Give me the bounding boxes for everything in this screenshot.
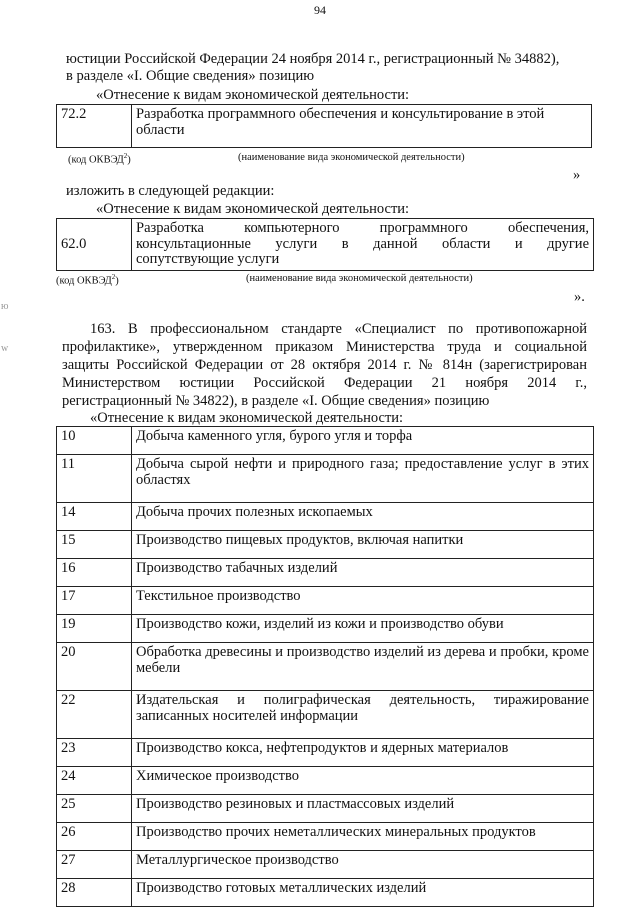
- name-line: Разработка компьютерного программного обеспечения,: [136, 220, 589, 236]
- table-row: [57, 219, 594, 271]
- table-row: [57, 427, 594, 455]
- page-number: 94: [314, 3, 326, 17]
- name-cell: Производство прочих неметаллических минеральных продуктов: [132, 823, 594, 851]
- name-cell: [132, 105, 592, 148]
- name-line: области: [136, 121, 185, 138]
- name-cell: Добыча прочих полезных ископаемых: [132, 503, 594, 531]
- close-quote: ».: [574, 289, 585, 305]
- block2-lead: изложить в следующей редакции:: [66, 183, 275, 199]
- table-row: [57, 823, 594, 851]
- code-cell: 28: [57, 879, 132, 907]
- table-row: [57, 503, 594, 531]
- code-cell: 17: [57, 587, 132, 615]
- code-cell: 24: [57, 767, 132, 795]
- code-cell: 23: [57, 739, 132, 767]
- code-cell: 25: [57, 795, 132, 823]
- code-cell: 16: [57, 559, 132, 587]
- name-line: консультационные услуги в данной области и другие: [136, 235, 589, 252]
- okved-table-163: [56, 426, 594, 907]
- para-line-2: профилактике», утвержденном приказом Министерства труда и социальной: [62, 339, 587, 355]
- para-line-3: защиты Российской Федерации от 28 октября 2014 г. № 814н (зарегистрирован: [62, 357, 587, 373]
- name-cell: Производство табачных изделий: [132, 559, 594, 587]
- name-cell: Производство резиновых и пластмассовых изделий: [132, 795, 594, 823]
- table-row: [57, 615, 594, 643]
- table-row: [57, 739, 594, 767]
- table-row: [57, 455, 594, 503]
- name-line: сопутствующие услуги: [136, 251, 280, 267]
- name-cell: Химическое производство: [132, 767, 594, 795]
- code-cell: 19: [57, 615, 132, 643]
- name-cell: Текстильное производство: [132, 587, 594, 615]
- margin-marks: ю w: [1, 301, 9, 354]
- table-row: [57, 851, 594, 879]
- para-line-5: регистрационный № 34822), в разделе «I. Общие сведения» позицию: [62, 393, 490, 409]
- name-cell: Производство кожи, изделий из кожи и производство обуви: [132, 615, 594, 643]
- block1-heading: «Отнесение к видам экономической деятельности:: [96, 87, 410, 103]
- code-cell: 62.0: [57, 219, 132, 271]
- code-cell: 20: [57, 643, 132, 691]
- close-quote: »: [573, 167, 581, 183]
- name-line: Разработка программного обеспечения и консультирование в этой: [136, 106, 545, 122]
- table-row: [57, 795, 594, 823]
- name-cell: Добыча каменного угля, бурого угля и торфа: [132, 427, 594, 455]
- table-row: [57, 691, 594, 739]
- code-cell: 22: [57, 691, 132, 739]
- intro-line-1: юстиции Российской Федерации 24 ноября 2014 г., регистрационный № 34882),: [66, 51, 560, 67]
- name-cell: Производство кокса, нефтепродуктов и ядерных материалов: [132, 739, 594, 767]
- name-cell: Обработка древесины и производство изделий из дерева и пробки, кроме мебели: [132, 643, 594, 691]
- code-cell: 15: [57, 531, 132, 559]
- caption-name: (наименование вида экономической деятельности): [238, 152, 465, 163]
- code-cell: 11: [57, 455, 132, 503]
- table-row: [57, 879, 594, 907]
- code-cell: 10: [57, 427, 132, 455]
- code-cell: 26: [57, 823, 132, 851]
- name-cell: Добыча сырой нефти и природного газа; предоставление услуг в этих областях: [132, 455, 594, 503]
- caption-name: (наименование вида экономической деятельности): [246, 273, 473, 284]
- table-row: [57, 559, 594, 587]
- okved-table-new: [56, 218, 594, 271]
- name-cell: Производство готовых металлических изделий: [132, 879, 594, 907]
- table-row: [57, 767, 594, 795]
- table-row: [57, 587, 594, 615]
- table-row: [57, 643, 594, 691]
- para-heading: «Отнесение к видам экономической деятельности:: [90, 410, 404, 426]
- para-line-1: 163. В профессиональном стандарте «Специалист по противопожарной: [90, 321, 587, 337]
- name-cell: [132, 219, 594, 271]
- okved-table-old: [56, 104, 592, 148]
- name-cell: Издательская и полиграфическая деятельность, тиражирование записанных носителей информации: [132, 691, 594, 739]
- code-cell: 14: [57, 503, 132, 531]
- caption-code: (код ОКВЭД$^2$): [68, 152, 131, 166]
- table-row: [57, 105, 592, 148]
- name-cell: Металлургическое производство: [132, 851, 594, 879]
- intro-line-2: в разделе «I. Общие сведения» позицию: [66, 68, 315, 84]
- code-cell: 27: [57, 851, 132, 879]
- table-row: [57, 531, 594, 559]
- block2-heading: «Отнесение к видам экономической деятельности:: [96, 201, 410, 217]
- code-cell: 72.2: [57, 105, 132, 148]
- caption-code: (код ОКВЭД$^2$): [56, 273, 119, 287]
- para-line-4: Министерством юстиции Российской Федерации 21 ноября 2014 г.,: [62, 375, 587, 391]
- name-cell: Производство пищевых продуктов, включая напитки: [132, 531, 594, 559]
